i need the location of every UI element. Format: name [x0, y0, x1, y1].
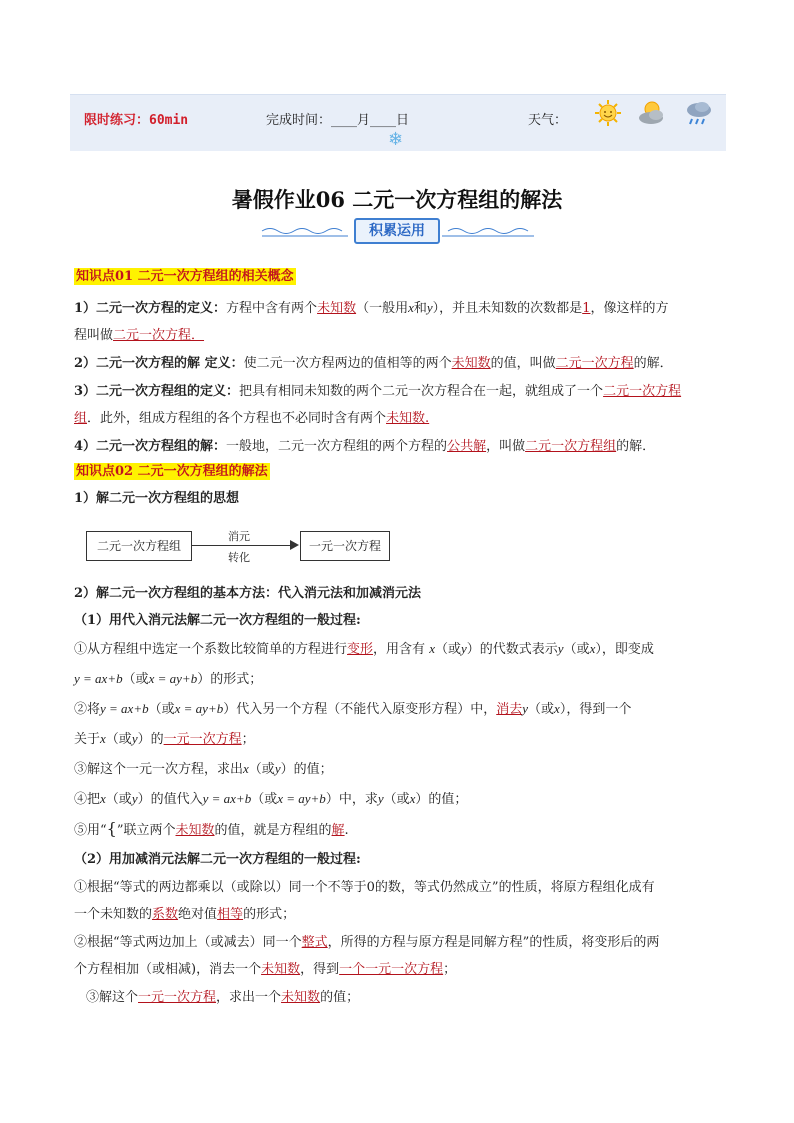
- weather-label: 天气：: [528, 113, 568, 128]
- flow-box-linear: 一元一次方程: [300, 531, 390, 561]
- elimination-step-3: ③解这个一元一次方程，求出一个未知数的值；: [86, 990, 360, 1005]
- paragraph-definition: 1）二元一次方程的定义：方程中含有两个未知数（一般用x和y），并且未知数的次数都是1，像这样的方: [74, 300, 669, 316]
- section-heading-2: 知识点02 二元一次方程组的解法: [76, 464, 268, 479]
- accumulate-banner: [258, 218, 538, 244]
- idea-heading: 1）解二元一次方程组的思想: [74, 491, 240, 506]
- elimination-step-2: ②根据“等式两边加上（或减去）同一个整式，所得的方程与原方程是同解方程”的性质，将变形后的两: [74, 935, 660, 950]
- substitution-step-4: ④把x（或y）的值代入y = ax+b（或x = ay+b）中，求y（或x）的值；: [74, 791, 468, 807]
- page-title: 暑假作业06 二元一次方程组的解法: [231, 187, 563, 212]
- substitution-step-1-cont: y = ax+b（或x = ay+b）的形式；: [74, 671, 263, 687]
- substitution-step-1: ①从方程组中选定一个系数比较简单的方程进行变形，用含有 x（或y）的代数式表示y（或x），即变成: [74, 641, 654, 657]
- paragraph-system-def-cont: 组．此外，组成方程组的各个方程也不必同时含有两个未知数.: [74, 411, 430, 426]
- snowflake-icon: ❄: [388, 129, 404, 150]
- substitution-heading: （1）用代入消元法解二元一次方程组的一般过程:: [74, 613, 361, 628]
- partly-cloudy-icon: [636, 99, 668, 131]
- flow-arrowhead: [290, 540, 299, 550]
- elimination-heading: （2）用加减消元法解二元一次方程组的一般过程:: [74, 852, 361, 867]
- elimination-step-1-cont: 一个未知数的系数绝对值相等的形式；: [74, 907, 296, 922]
- sun-icon: [594, 99, 622, 131]
- section-heading-1: 知识点01 二元一次方程组的相关概念: [76, 269, 294, 284]
- substitution-step-2: ②将y = ax+b（或x = ay+b）代入另一个方程（不能代入原变形方程）中，消去y（或x），得到一个: [74, 701, 632, 717]
- methods-heading: 2）解二元一次方程组的基本方法：代入消元法和加减消元法: [74, 586, 422, 601]
- paragraph-system-def: 3）二元一次方程组的定义：把具有相同未知数的两个二元一次方程合在一起，就组成了一个二元一次方程: [74, 384, 682, 399]
- flow-box-system: 二元一次方程组: [86, 531, 192, 561]
- time-limit: 限时练习：60min: [84, 113, 189, 128]
- substitution-step-2-cont: 关于x（或y）的一元一次方程；: [74, 731, 255, 747]
- paragraph-definition-cont: 程叫做二元一次方程．: [74, 328, 205, 343]
- completion-date: 完成时间：____月____日: [266, 113, 410, 128]
- paragraph-system-solution: 4）二元一次方程组的解：一般地，二元一次方程组的两个方程的公共解，叫做二元一次方程组的解．: [74, 439, 656, 454]
- rain-cloud-icon: [684, 99, 714, 133]
- banner-label: 积累运用: [354, 218, 440, 244]
- flow-label-eliminate: 消元: [228, 530, 250, 543]
- header-band: [70, 94, 726, 151]
- paragraph-solution: 2）二元一次方程的解 定义：使二元一次方程两边的值相等的两个未知数的值，叫做二元一次方程的解．: [74, 356, 673, 371]
- elimination-step-2-cont: 个方程相加（或相减)，消去一个未知数，得到一个一元一次方程；: [74, 962, 457, 977]
- flow-label-transform: 转化: [228, 551, 250, 564]
- substitution-step-5: ⑤用“{”联立两个未知数的值，就是方程组的解.: [74, 819, 349, 838]
- elimination-step-1: ①根据“等式的两边都乘以（或除以）同一个不等于0的数，等式仍然成立”的性质，将原方程组化成有: [74, 880, 655, 895]
- flow-arrow: [192, 545, 296, 546]
- substitution-step-3: ③解这个一元一次方程，求出x（或y）的值；: [74, 761, 333, 777]
